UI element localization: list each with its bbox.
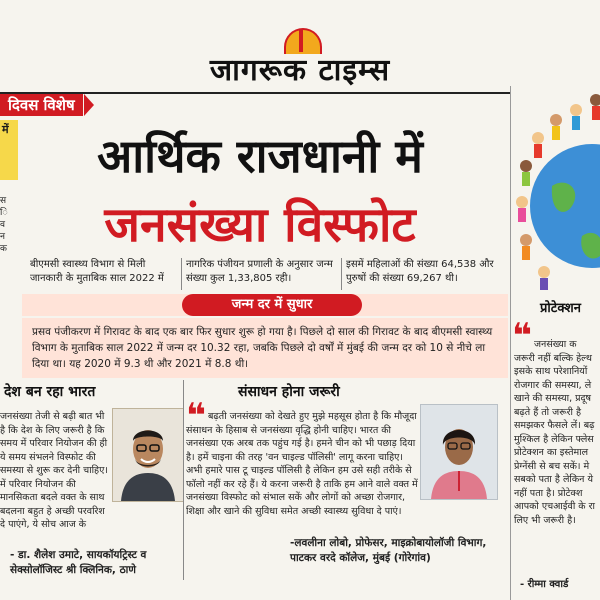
column-divider (183, 380, 184, 580)
birth-rate-body: प्रसव पंजीकरण में गिरावट के बाद एक बार फिर सुधार शुरू हो गया है। पिछले दो साल की गिरावट के बाद बीएमसी स्वास्थ्य विभाग के मुताबिक साल 2022 में जन्म दर 10.32 रहा, जबकि पिछले दो वर्षों में मुंबई की जन्म दर को 10 से नीचे ला दिया था। यह 2020 में 9.3 थी और 2021 में 8.8 थी। (22, 318, 508, 378)
man-portrait-icon (113, 409, 183, 501)
children-around-globe-icon (512, 86, 600, 292)
birth-rate-title: जन्म दर में सुधार (182, 294, 362, 316)
left-highlight-text: में (2, 123, 9, 136)
left-highlight-box (0, 120, 18, 180)
headline-line-2: जनसंख्या विस्फोट (104, 197, 416, 253)
woman-portrait-icon (421, 405, 497, 499)
section-right-heading: प्रोटेक्शन (540, 301, 581, 316)
globe-children-illustration (512, 86, 600, 292)
masthead-title: जागरूक टाइम्स (209, 53, 391, 88)
section-tag-arrow (84, 94, 94, 116)
section-left-signature: - डा. शैलेश उमाटे, सायकॉयट्रिस्ट व सेक्सोलॉजिस्ट श्री क्लिनिक, ठाणे (10, 549, 147, 576)
left-clipped-line: न (0, 232, 5, 242)
section-mid-heading: संसाधन होना जरूरी (238, 384, 340, 400)
headline-line-1: आर्थिक राजधानी में (97, 129, 423, 183)
author-photo-shailesh (112, 408, 184, 502)
author-photo-lovelina (420, 404, 498, 500)
quote-mark-icon: ❝ (512, 316, 532, 356)
masthead-logo (180, 28, 420, 88)
intro-column-3: इसमें महिलाओं की संख्या 64,538 और पुरुषों की संख्या 69,267 थी। (346, 259, 494, 284)
right-column-rule (510, 86, 511, 600)
left-clipped-line: स (0, 196, 7, 206)
left-clipped-line: व (0, 220, 6, 230)
section-right-signature: - रीम्मा क्वार्ड (520, 579, 569, 590)
intro-column-1: बीएमसी स्वास्थ्य विभाग से मिली जानकारी के मुताबिक साल 2022 में (30, 259, 164, 284)
section-left-body: जनसंख्या तेजी से बढ़ी बात भी है कि देश के लिए जरूरी है कि समय में परिवार नियोजन की ही ये समय संभलने विस्फोट की समस्या से शुरू कर देनी चाहिए। में परिवार नियोजन की मानसिकता बदले वक्त के साथ बदलना बहुत हे अच्छी परवरिश दे पाएंगे, ये सोच आज के (0, 411, 108, 530)
intro-column-2: नागरिक पंजीयन प्रणाली के अनुसार जन्म संख्या कुल 1,33,805 रही। (186, 259, 333, 284)
section-mid-body: बढ़ती जनसंख्या को देखते हुए मुझे महसूस होता है कि मौजूदा संसाधन के हिसाब से जनसंख्या वृद्धि होनी चाहिए। भारत की जनसंख्या एक अरब तक पहुंच गई है। हमने चीन को भी पछाड़ दिया है। हमें चाइना की तरह 'वन चाइल्ड पॉलिसी' लागू करना चाहिए। अभी हमारे पास टू चाइल्ड पॉलिसी है लेकिन हम उसे सही तरीके से फॉलो नहीं कर रहे हैं। ये करना जरूरी है ताकि हम आने वाले वक्त में जनसंख्या विस्फोट को संभाल सकें और लोगों को अच्छा रोजगार, शिक्षा और खाने की सुविधा समेत अच्छी स्वास्थ्य सुविधा दे पाएं। (186, 411, 418, 517)
left-clipped-line: ि (0, 208, 8, 218)
section-mid-signature: -लवलीना लोबो, प्रोफेसर, माइक्रोबायोलॉजी विभाग, पाटकर वरदे कॉलेज, मुंबई (गोरेगांव) (290, 537, 487, 564)
section-tag: दिवस विशेष (0, 94, 83, 116)
section-right-body: जनसंख्या क जरूरी नहीं बल्कि हेल्थ इसके साथ परेशानियों रोजगार की समस्या, ले खाने की समस्या, प्रदूष बढ़ते हैं तो जरूरी है समझकर फैसले लें। बढ़ मुश्किल है लेकिन फ्लेस प्रोटेक्शन का इस्तेमाल प्रेग्नेंसी से बच सकें। मे सबको पता है लेकिन ये नहीं पता है। प्रोटेक्श आपको एचआईवी के रा लिए भी जरूरी है। (514, 339, 595, 526)
birth-rate-band (22, 294, 508, 316)
column-divider (341, 258, 342, 290)
section-left-heading: देश बन रहा भारत (4, 384, 96, 400)
left-clipped-line: क (0, 244, 7, 254)
column-divider (181, 258, 182, 290)
left-clipped-column (0, 195, 22, 255)
quote-mark-icon: ❝ (186, 396, 206, 436)
